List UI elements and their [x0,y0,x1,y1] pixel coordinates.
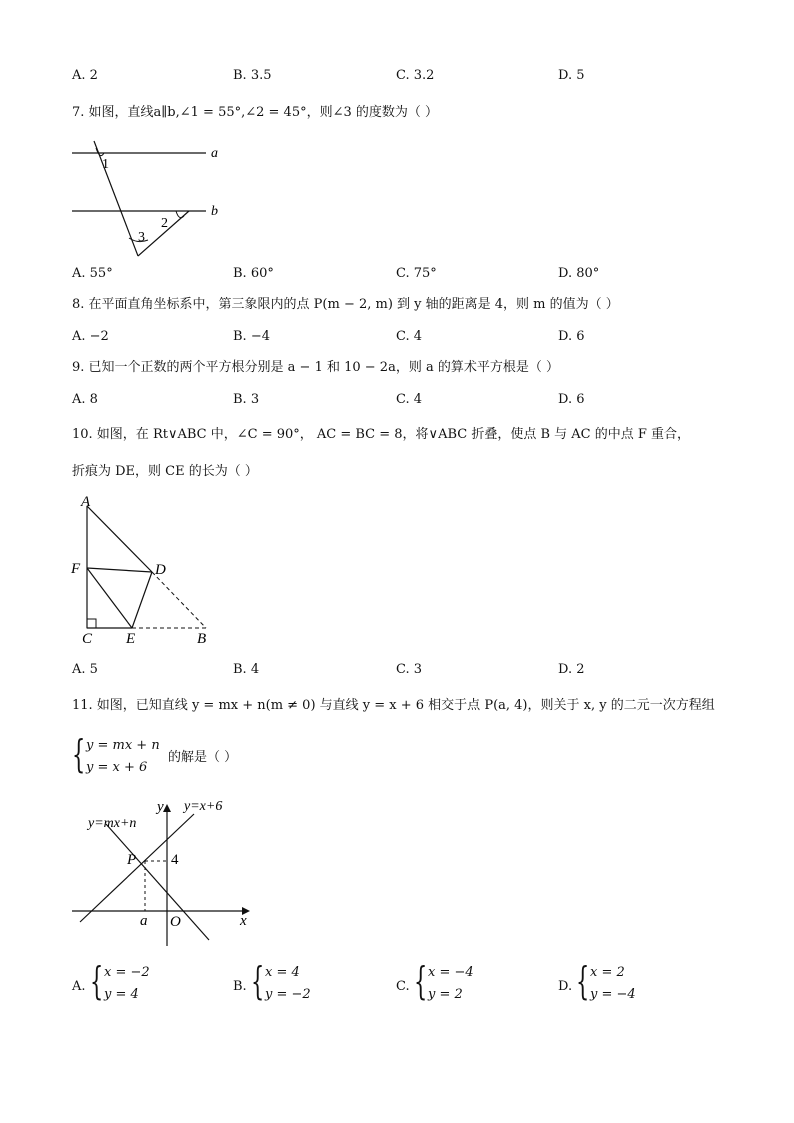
q6-option-a[interactable]: A. 2 [72,68,98,83]
q11-option-c[interactable] [396,959,546,1009]
q8-option-b[interactable]: B. −4 [233,329,270,344]
q6-option-d[interactable]: D. 5 [558,68,585,83]
q11-option-d-brace: { [576,959,590,1003]
q10-label-e: E [126,631,136,647]
q11-label-a: a [140,913,148,929]
q11-option-d-y: y = −4 [590,987,636,1002]
q10-right-angle-mark [87,619,96,628]
q11-option-c-brace: { [414,959,428,1003]
q11-system-brace: { [72,732,86,776]
q11-label-p: P [127,852,137,868]
q10-label-c: C [82,631,93,647]
q10-option-b[interactable]: B. 4 [233,662,260,677]
q11-option-a-brace: { [90,959,104,1003]
q10-label-d: D [155,562,166,578]
q10-label-a: A [81,494,91,510]
q11-y-axis-arrow [163,804,171,812]
q7-label-1: 1 [102,157,109,172]
q10-segment-db-dashed [152,572,206,628]
q7-label-b: b [211,204,218,219]
q7-option-a[interactable]: A. 55° [72,266,113,281]
q8-option-a[interactable]: A. −2 [72,329,109,344]
q7-stem: 7. 如图，直线a∥b,∠1 = 55°,∠2 = 45°，则∠3 的度数为（ ） [72,105,439,120]
q6-option-c[interactable]: C. 3.2 [396,68,435,83]
q9-option-a[interactable]: A. 8 [72,392,98,407]
q11-option-c-y: y = 2 [428,987,463,1002]
q7-label-2: 2 [161,216,168,231]
q11-equation-system [72,732,272,778]
q11-option-d-x: x = 2 [590,965,625,980]
q11-label-o: O [170,914,181,930]
q11-label-line1: y=x+6 [184,799,223,814]
q11-option-b-x: x = 4 [265,965,300,980]
q11-system-eq2: y = x + 6 [86,760,148,775]
q10-label-b: B [197,631,207,647]
q11-option-b-y: y = −2 [265,987,311,1002]
q7-label-a: a [211,146,218,161]
q11-option-a-y: y = 4 [104,987,139,1002]
q9-option-b[interactable]: B. 3 [233,392,260,407]
q10-option-a[interactable]: A. 5 [72,662,98,677]
q10-stem-line2: 折痕为 DE，则 CE 的长为（ ） [72,464,258,479]
q11-label-line2: y=mx+n [88,816,137,831]
q11-option-b[interactable] [233,959,383,1009]
q11-option-b-brace: { [251,959,265,1003]
q9-stem: 9. 已知一个正数的两个平方根分别是 a − 1 和 10 − 2a，则 a 的算术平方根是（ ） [72,360,559,375]
q10-option-c[interactable]: C. 3 [396,662,423,677]
q10-segment-de [132,572,152,628]
q10-segment-fd [87,568,152,572]
q10-stem-line1: 10. 如图，在 Rt∨ABC 中，∠C = 90°， AC = BC = 8，将∨ABC 折叠，使点 B 与 AC 的中点 F 重合， [72,427,691,442]
q8-stem: 8. 在平面直角坐标系中，第三象限内的点 P(m − 2, m) 到 y 轴的距离是 4，则 m 的值为（ ） [72,297,619,312]
q11-option-a-x: x = −2 [104,965,150,980]
q7-label-3: 3 [138,230,145,245]
q7-angle-2-arc [176,211,184,218]
q11-system-tail: 的解是（ ） [168,750,238,765]
q11-figure [66,794,266,954]
q11-stem: 11. 如图，已知直线 y = mx + n(m ≠ 0) 与直线 y = x + 6 相交于点 P(a, 4)，则关于 x, y 的二元一次方程组 [72,698,715,713]
q7-option-c[interactable]: C. 75° [396,266,437,281]
q7-transversal [94,141,138,256]
q11-label-4: 4 [171,852,179,868]
q11-system-eq1: y = mx + n [86,738,160,753]
q7-option-d[interactable]: D. 80° [558,266,600,281]
q10-figure [66,492,226,648]
q10-option-d[interactable]: D. 2 [558,662,585,677]
q9-option-d[interactable]: D. 6 [558,392,585,407]
q11-option-c-letter: C. [396,979,410,994]
q7-figure [66,138,236,263]
q11-option-d[interactable] [558,959,708,1009]
q11-option-c-x: x = −4 [428,965,474,980]
q7-option-b[interactable]: B. 60° [233,266,274,281]
q10-label-f: F [71,561,81,577]
q8-option-d[interactable]: D. 6 [558,329,585,344]
q10-side-ab [87,506,152,572]
q11-option-a[interactable] [72,959,222,1009]
q8-option-c[interactable]: C. 4 [396,329,423,344]
q11-option-b-letter: B. [233,979,247,994]
q11-option-d-letter: D. [558,979,573,994]
q11-label-y-axis: y [157,799,164,815]
q11-option-a-letter: A. [72,979,86,994]
q6-option-b[interactable]: B. 3.5 [233,68,272,83]
q11-label-x-axis: x [240,913,247,929]
q9-option-c[interactable]: C. 4 [396,392,423,407]
